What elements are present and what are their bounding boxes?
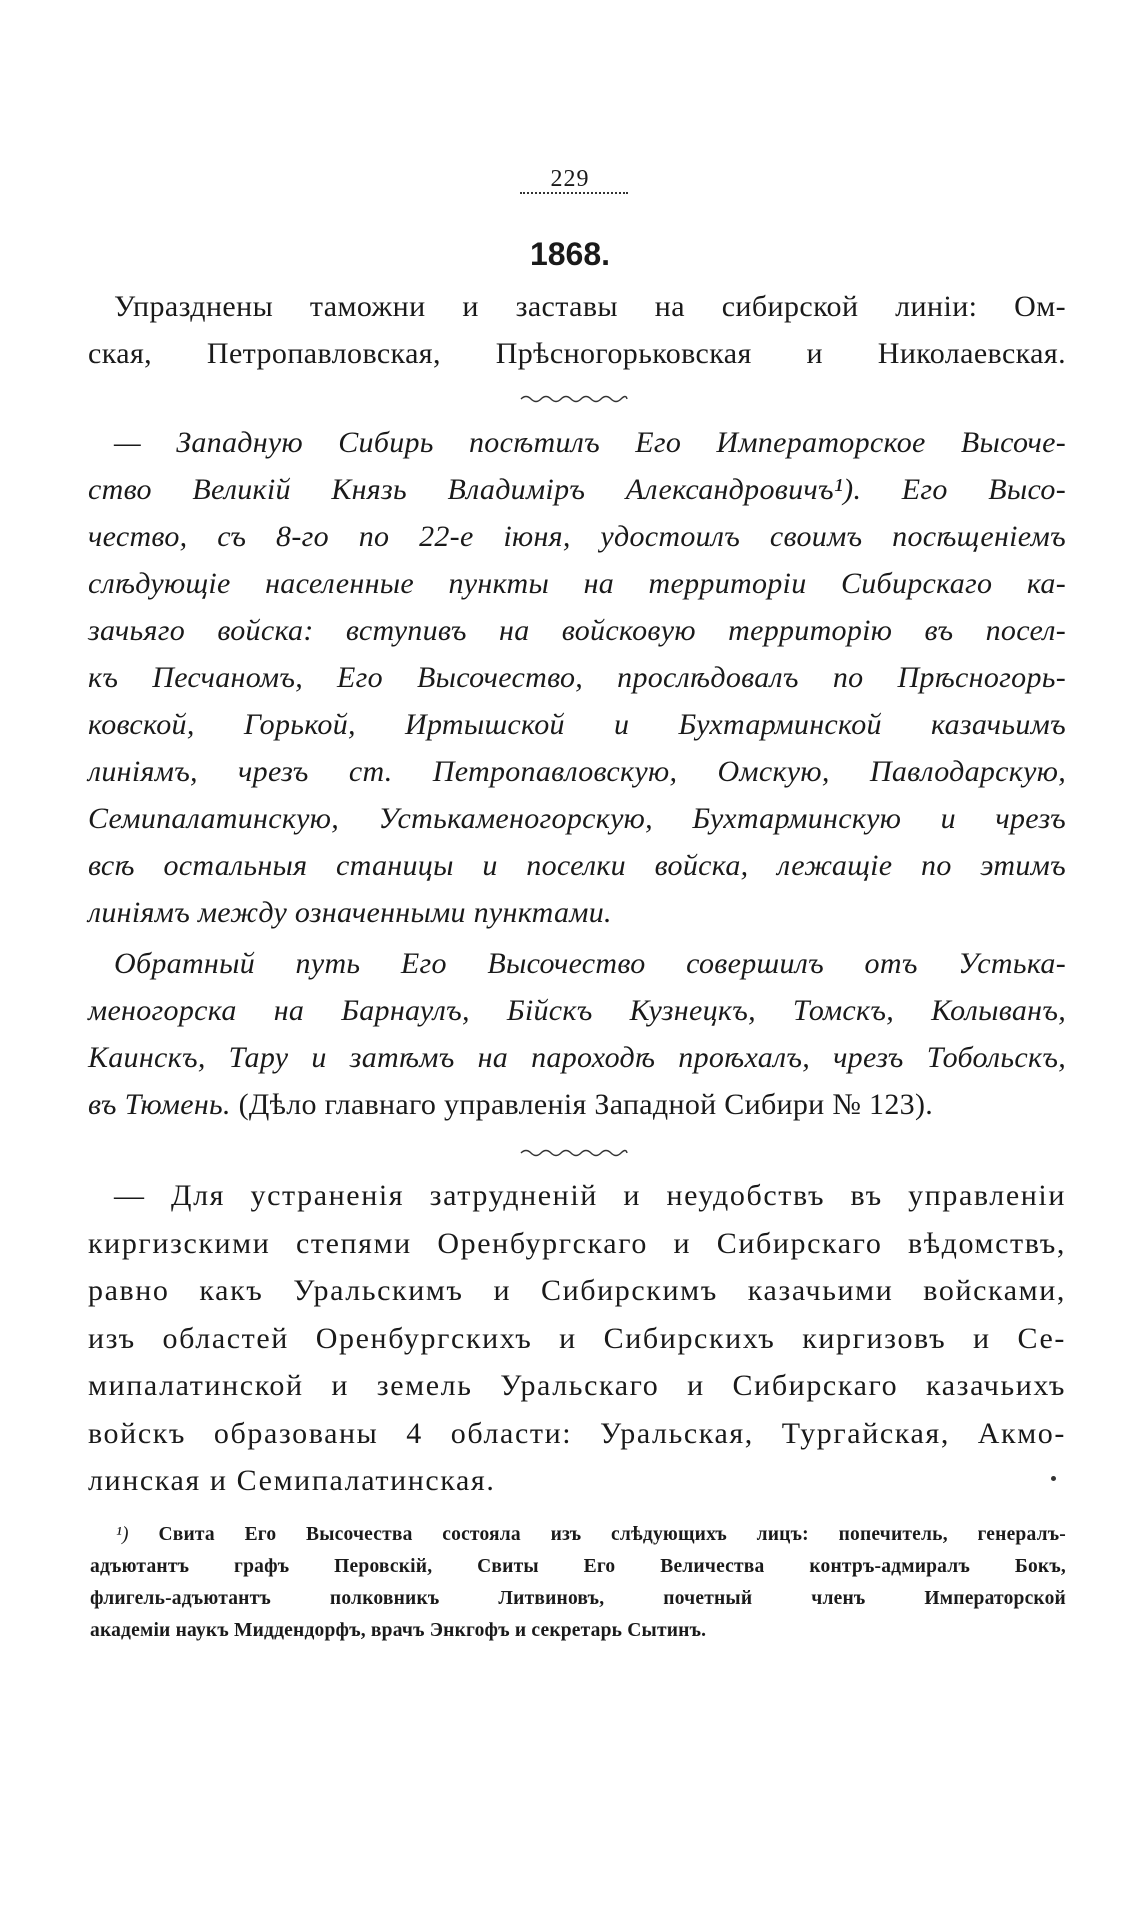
paragraph-customs-abolished: [88, 283, 1066, 377]
paragraph-return-journey: [88, 940, 1066, 1128]
footnote-line: флигель-адъютантъ полковникъ Литвиновъ, почетный членъ Императорской: [90, 1588, 1066, 1609]
paragraph-new-regions: [88, 1172, 1066, 1505]
footnote-line: адъютантъ графъ Перовскій, Свиты Его Величества контръ-адмиралъ Бокъ,: [90, 1556, 1066, 1577]
text-line: линіямъ, чрезъ ст. Петропавловскую, Омскую, Павлодарскую,: [88, 755, 1066, 788]
paragraph-grand-duke-visit: [88, 419, 1066, 936]
text-line: меногорска на Барнаулъ, Бійскъ Кузнецкъ, Томскъ, Колыванъ,: [88, 994, 1066, 1027]
footnote: [90, 1519, 1066, 1647]
text-line: зачьяго войска: вступивъ на войсковую территорію въ посел-: [88, 614, 1066, 647]
text-line: киргизскими степями Оренбургскаго и Сибирскаго вѣдомствъ,: [88, 1226, 1066, 1260]
text-line: войскъ образованы 4 области: Уральская, Тургайская, Акмо-: [88, 1416, 1066, 1450]
text-italic-part: въ Тюмень.: [88, 1088, 231, 1121]
page-number-underline: [520, 192, 628, 194]
text-line: ковской, Горькой, Иртышской и Бухтарминской казачьимъ: [88, 708, 1066, 741]
footnote-line: академіи наукъ Миддендорфъ, врачъ Энкгофъ и секретарь Сытинъ.: [90, 1620, 707, 1641]
text-line: мипалатинской и земель Уральскаго и Сибирскаго казачьихъ: [88, 1369, 1066, 1402]
text-line: [88, 1081, 1066, 1128]
text-line: Семипалатинскую, Устькаменогорскую, Бухтарминскую и чрезъ: [88, 802, 1066, 835]
footnote-text: Свита Его Высочества состояла изъ слѣдующихъ лицъ: попечитель, генералъ-: [158, 1524, 1066, 1545]
text-line: равно какъ Уральскимъ и Сибирскимъ казачьими войсками,: [88, 1274, 1066, 1307]
text-line: чество, съ 8-го по 22-е іюня, удостоилъ своимъ посѣщеніемъ: [88, 520, 1066, 553]
year-heading: 1868.: [529, 236, 611, 272]
text-line: ская, Петропавловская, Прѣсногорьковская и Николаевская.: [88, 337, 1066, 370]
text-line: всѣ остальныя станицы и поселки войска, лежащіе по этимъ: [88, 849, 1066, 882]
page-number: 229: [550, 166, 590, 192]
text-line: — Для устраненія затрудненій и неудобствъ въ управленіи: [114, 1179, 1066, 1212]
text-line: Упразднены таможни и заставы на сибирской линіи: Ом-: [114, 290, 1066, 323]
archive-reference: (Дѣло главнаго управленія Западной Сибири № 123).: [230, 1088, 934, 1121]
text-line: слѣдующіе населенные пункты на территоріи Сибирскаго ка-: [88, 567, 1066, 600]
footnote-marker: ¹): [116, 1524, 129, 1545]
text-line: изъ областей Оренбургскихъ и Сибирскихъ киргизовъ и Се-: [88, 1321, 1066, 1355]
text-line: линская и Семипалатинская.: [88, 1464, 496, 1497]
text-line: — Западную Сибирь посѣтилъ Его Императорское Высоче-: [114, 426, 1066, 459]
text-line: къ Песчаномъ, Его Высочество, прослѣдовалъ по Прѣсногорь-: [88, 661, 1066, 694]
footnote-line: [90, 1519, 1066, 1551]
tilde-wave-divider-icon: [519, 393, 629, 403]
text-line: ство Великій Князь Владиміръ Александровичъ¹). Его Высо-: [88, 473, 1066, 506]
tilde-wave-divider-icon: [519, 1147, 629, 1157]
text-line: Обратный путь Его Высочество совершилъ отъ Устька-: [114, 947, 1066, 980]
text-line: Каинскъ, Тару и затѣмъ на пароходѣ проѣхалъ, чрезъ Тобольскъ,: [88, 1041, 1066, 1074]
stray-dot: [1051, 1476, 1056, 1481]
text-line: линіямъ между означенными пунктами.: [88, 896, 612, 929]
